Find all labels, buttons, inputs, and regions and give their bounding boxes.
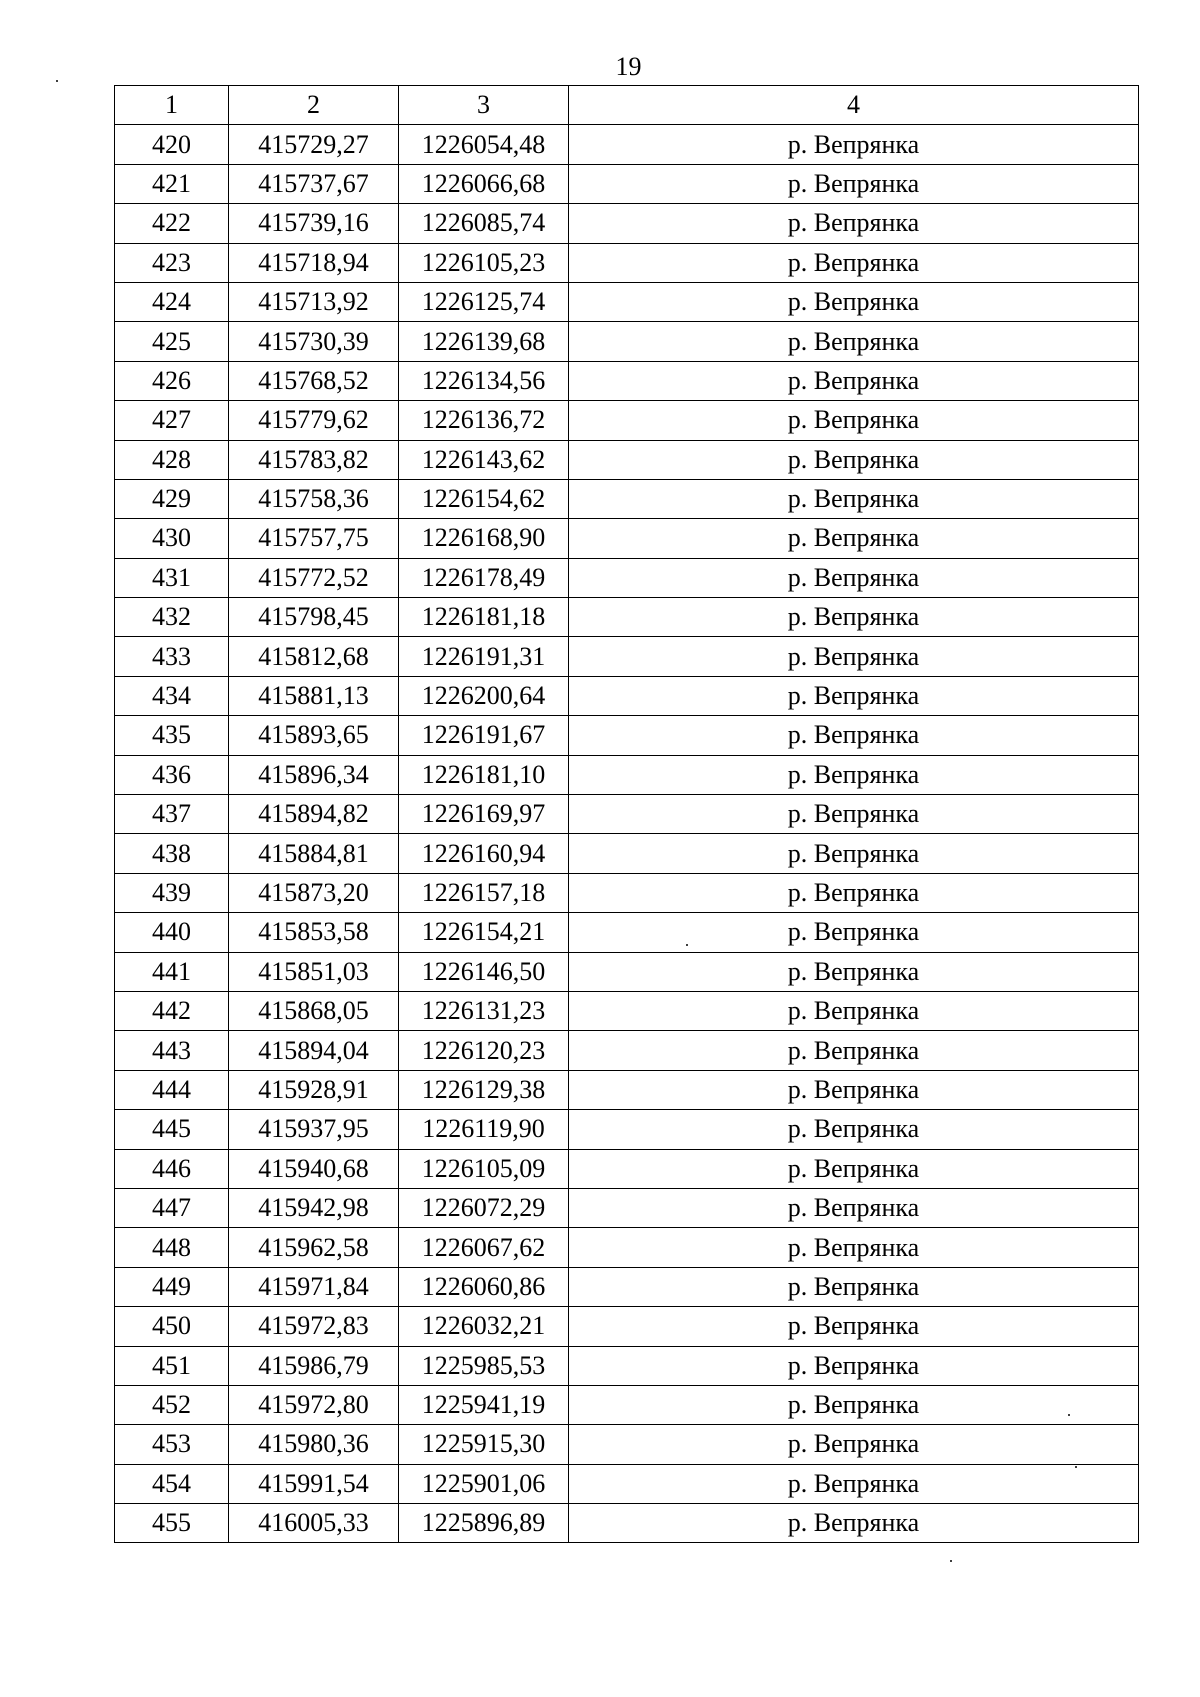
cell-y: 1226060,86 bbox=[399, 1267, 569, 1306]
cell-description: р. Вепрянка bbox=[569, 361, 1139, 400]
cell-x: 415739,16 bbox=[229, 204, 399, 243]
cell-point-number: 425 bbox=[115, 322, 229, 361]
cell-x: 415928,91 bbox=[229, 1070, 399, 1109]
cell-y: 1226181,18 bbox=[399, 598, 569, 637]
cell-y: 1226120,23 bbox=[399, 1031, 569, 1070]
cell-x: 415757,75 bbox=[229, 519, 399, 558]
cell-x: 415718,94 bbox=[229, 243, 399, 282]
cell-y: 1226134,56 bbox=[399, 361, 569, 400]
cell-description: р. Вепрянка bbox=[569, 716, 1139, 755]
table-row bbox=[115, 519, 1139, 558]
table-row bbox=[115, 361, 1139, 400]
cell-point-number: 448 bbox=[115, 1228, 229, 1267]
cell-y: 1225896,89 bbox=[399, 1504, 569, 1543]
table-header bbox=[115, 86, 1139, 125]
cell-point-number: 440 bbox=[115, 913, 229, 952]
cell-description: р. Вепрянка bbox=[569, 164, 1139, 203]
cell-point-number: 428 bbox=[115, 440, 229, 479]
cell-x: 415768,52 bbox=[229, 361, 399, 400]
cell-y: 1226072,29 bbox=[399, 1188, 569, 1227]
cell-y: 1226146,50 bbox=[399, 952, 569, 991]
table-row bbox=[115, 204, 1139, 243]
cell-point-number: 445 bbox=[115, 1110, 229, 1149]
cell-x: 416005,33 bbox=[229, 1504, 399, 1543]
cell-point-number: 426 bbox=[115, 361, 229, 400]
cell-description: р. Вепрянка bbox=[569, 1188, 1139, 1227]
cell-description: р. Вепрянка bbox=[569, 204, 1139, 243]
cell-description: р. Вепрянка bbox=[569, 755, 1139, 794]
cell-description: р. Вепрянка bbox=[569, 1031, 1139, 1070]
header-cell-description: 4 bbox=[569, 86, 1139, 125]
cell-x: 415730,39 bbox=[229, 322, 399, 361]
cell-x: 415779,62 bbox=[229, 401, 399, 440]
cell-y: 1226105,23 bbox=[399, 243, 569, 282]
cell-y: 1226160,94 bbox=[399, 834, 569, 873]
scan-speck bbox=[56, 80, 58, 82]
coordinates-table bbox=[114, 85, 1139, 1543]
cell-y: 1226154,21 bbox=[399, 913, 569, 952]
cell-x: 415729,27 bbox=[229, 125, 399, 164]
header-row bbox=[115, 86, 1139, 125]
cell-x: 415873,20 bbox=[229, 873, 399, 912]
cell-x: 415798,45 bbox=[229, 598, 399, 637]
table-row bbox=[115, 1307, 1139, 1346]
table-row bbox=[115, 1346, 1139, 1385]
table-row bbox=[115, 991, 1139, 1030]
table-row bbox=[115, 1504, 1139, 1543]
cell-description: р. Вепрянка bbox=[569, 598, 1139, 637]
table-row bbox=[115, 716, 1139, 755]
cell-x: 415881,13 bbox=[229, 676, 399, 715]
cell-point-number: 449 bbox=[115, 1267, 229, 1306]
cell-point-number: 443 bbox=[115, 1031, 229, 1070]
cell-point-number: 455 bbox=[115, 1504, 229, 1543]
cell-y: 1225901,06 bbox=[399, 1464, 569, 1503]
cell-point-number: 452 bbox=[115, 1385, 229, 1424]
table-row bbox=[115, 558, 1139, 597]
cell-point-number: 434 bbox=[115, 676, 229, 715]
cell-description: р. Вепрянка bbox=[569, 873, 1139, 912]
cell-y: 1226085,74 bbox=[399, 204, 569, 243]
cell-x: 415737,67 bbox=[229, 164, 399, 203]
table-row bbox=[115, 1385, 1139, 1424]
cell-point-number: 435 bbox=[115, 716, 229, 755]
cell-description: р. Вепрянка bbox=[569, 1307, 1139, 1346]
cell-y: 1225941,19 bbox=[399, 1385, 569, 1424]
cell-y: 1226119,90 bbox=[399, 1110, 569, 1149]
cell-y: 1225915,30 bbox=[399, 1425, 569, 1464]
cell-point-number: 451 bbox=[115, 1346, 229, 1385]
cell-description: р. Вепрянка bbox=[569, 1504, 1139, 1543]
cell-y: 1226066,68 bbox=[399, 164, 569, 203]
table-row bbox=[115, 1110, 1139, 1149]
table-row bbox=[115, 1267, 1139, 1306]
cell-y: 1226154,62 bbox=[399, 479, 569, 518]
table-row bbox=[115, 676, 1139, 715]
cell-description: р. Вепрянка bbox=[569, 401, 1139, 440]
cell-x: 415851,03 bbox=[229, 952, 399, 991]
cell-point-number: 436 bbox=[115, 755, 229, 794]
header-cell-y: 3 bbox=[399, 86, 569, 125]
cell-point-number: 427 bbox=[115, 401, 229, 440]
cell-x: 415893,65 bbox=[229, 716, 399, 755]
cell-y: 1226191,67 bbox=[399, 716, 569, 755]
table-row bbox=[115, 164, 1139, 203]
cell-y: 1226136,72 bbox=[399, 401, 569, 440]
cell-description: р. Вепрянка bbox=[569, 519, 1139, 558]
table-row bbox=[115, 1031, 1139, 1070]
cell-point-number: 421 bbox=[115, 164, 229, 203]
cell-point-number: 422 bbox=[115, 204, 229, 243]
table-row bbox=[115, 479, 1139, 518]
cell-x: 415971,84 bbox=[229, 1267, 399, 1306]
cell-description: р. Вепрянка bbox=[569, 1110, 1139, 1149]
cell-point-number: 437 bbox=[115, 795, 229, 834]
cell-description: р. Вепрянка bbox=[569, 125, 1139, 164]
scan-speck bbox=[950, 1560, 952, 1562]
cell-y: 1226169,97 bbox=[399, 795, 569, 834]
table-row bbox=[115, 795, 1139, 834]
cell-y: 1226129,38 bbox=[399, 1070, 569, 1109]
cell-y: 1225985,53 bbox=[399, 1346, 569, 1385]
scan-speck bbox=[1068, 1414, 1070, 1416]
cell-description: р. Вепрянка bbox=[569, 440, 1139, 479]
cell-x: 415962,58 bbox=[229, 1228, 399, 1267]
cell-y: 1226143,62 bbox=[399, 440, 569, 479]
cell-description: р. Вепрянка bbox=[569, 1464, 1139, 1503]
cell-point-number: 446 bbox=[115, 1149, 229, 1188]
cell-x: 415986,79 bbox=[229, 1346, 399, 1385]
cell-point-number: 438 bbox=[115, 834, 229, 873]
table-row bbox=[115, 1149, 1139, 1188]
cell-y: 1226178,49 bbox=[399, 558, 569, 597]
table-row bbox=[115, 637, 1139, 676]
table-row bbox=[115, 322, 1139, 361]
cell-point-number: 454 bbox=[115, 1464, 229, 1503]
cell-point-number: 439 bbox=[115, 873, 229, 912]
table-row bbox=[115, 952, 1139, 991]
cell-x: 415972,80 bbox=[229, 1385, 399, 1424]
cell-description: р. Вепрянка bbox=[569, 991, 1139, 1030]
cell-x: 415853,58 bbox=[229, 913, 399, 952]
cell-point-number: 444 bbox=[115, 1070, 229, 1109]
table-body bbox=[115, 125, 1139, 1543]
cell-y: 1226200,64 bbox=[399, 676, 569, 715]
table-row bbox=[115, 913, 1139, 952]
cell-description: р. Вепрянка bbox=[569, 1267, 1139, 1306]
cell-y: 1226054,48 bbox=[399, 125, 569, 164]
table-row bbox=[115, 1228, 1139, 1267]
cell-point-number: 431 bbox=[115, 558, 229, 597]
cell-point-number: 447 bbox=[115, 1188, 229, 1227]
cell-point-number: 423 bbox=[115, 243, 229, 282]
table-row bbox=[115, 1188, 1139, 1227]
cell-y: 1226032,21 bbox=[399, 1307, 569, 1346]
cell-description: р. Вепрянка bbox=[569, 243, 1139, 282]
table-row bbox=[115, 1425, 1139, 1464]
cell-description: р. Вепрянка bbox=[569, 676, 1139, 715]
table-row bbox=[115, 243, 1139, 282]
cell-y: 1226067,62 bbox=[399, 1228, 569, 1267]
cell-x: 415894,82 bbox=[229, 795, 399, 834]
cell-description: р. Вепрянка bbox=[569, 834, 1139, 873]
scan-speck bbox=[1075, 1466, 1077, 1468]
cell-x: 415942,98 bbox=[229, 1188, 399, 1227]
cell-y: 1226168,90 bbox=[399, 519, 569, 558]
cell-y: 1226105,09 bbox=[399, 1149, 569, 1188]
cell-x: 415894,04 bbox=[229, 1031, 399, 1070]
cell-description: р. Вепрянка bbox=[569, 1149, 1139, 1188]
table-row bbox=[115, 125, 1139, 164]
cell-x: 415713,92 bbox=[229, 282, 399, 321]
cell-y: 1226157,18 bbox=[399, 873, 569, 912]
cell-point-number: 433 bbox=[115, 637, 229, 676]
cell-x: 415783,82 bbox=[229, 440, 399, 479]
cell-point-number: 429 bbox=[115, 479, 229, 518]
table-row bbox=[115, 282, 1139, 321]
cell-x: 415868,05 bbox=[229, 991, 399, 1030]
cell-description: р. Вепрянка bbox=[569, 913, 1139, 952]
cell-description: р. Вепрянка bbox=[569, 1228, 1139, 1267]
cell-description: р. Вепрянка bbox=[569, 637, 1139, 676]
cell-description: р. Вепрянка bbox=[569, 795, 1139, 834]
cell-y: 1226181,10 bbox=[399, 755, 569, 794]
cell-y: 1226191,31 bbox=[399, 637, 569, 676]
scan-speck bbox=[686, 944, 688, 946]
header-cell-point-number: 1 bbox=[115, 86, 229, 125]
cell-description: р. Вепрянка bbox=[569, 952, 1139, 991]
cell-description: р. Вепрянка bbox=[569, 1385, 1139, 1424]
cell-description: р. Вепрянка bbox=[569, 282, 1139, 321]
cell-description: р. Вепрянка bbox=[569, 1425, 1139, 1464]
table-row bbox=[115, 834, 1139, 873]
cell-x: 415896,34 bbox=[229, 755, 399, 794]
cell-x: 415812,68 bbox=[229, 637, 399, 676]
cell-point-number: 442 bbox=[115, 991, 229, 1030]
table-row bbox=[115, 598, 1139, 637]
cell-x: 415980,36 bbox=[229, 1425, 399, 1464]
table-row bbox=[115, 401, 1139, 440]
cell-x: 415972,83 bbox=[229, 1307, 399, 1346]
cell-point-number: 450 bbox=[115, 1307, 229, 1346]
header-cell-x: 2 bbox=[229, 86, 399, 125]
page-number: 19 bbox=[615, 52, 642, 81]
cell-x: 415940,68 bbox=[229, 1149, 399, 1188]
cell-y: 1226125,74 bbox=[399, 282, 569, 321]
cell-y: 1226131,23 bbox=[399, 991, 569, 1030]
cell-description: р. Вепрянка bbox=[569, 479, 1139, 518]
cell-y: 1226139,68 bbox=[399, 322, 569, 361]
cell-description: р. Вепрянка bbox=[569, 558, 1139, 597]
cell-description: р. Вепрянка bbox=[569, 1346, 1139, 1385]
table-row bbox=[115, 1070, 1139, 1109]
cell-point-number: 420 bbox=[115, 125, 229, 164]
table-row bbox=[115, 755, 1139, 794]
cell-x: 415937,95 bbox=[229, 1110, 399, 1149]
cell-description: р. Вепрянка bbox=[569, 322, 1139, 361]
cell-x: 415884,81 bbox=[229, 834, 399, 873]
cell-point-number: 430 bbox=[115, 519, 229, 558]
cell-point-number: 424 bbox=[115, 282, 229, 321]
cell-x: 415991,54 bbox=[229, 1464, 399, 1503]
table-row bbox=[115, 440, 1139, 479]
cell-point-number: 441 bbox=[115, 952, 229, 991]
cell-x: 415772,52 bbox=[229, 558, 399, 597]
cell-description: р. Вепрянка bbox=[569, 1070, 1139, 1109]
table-row bbox=[115, 873, 1139, 912]
cell-point-number: 432 bbox=[115, 598, 229, 637]
cell-point-number: 453 bbox=[115, 1425, 229, 1464]
table-row bbox=[115, 1464, 1139, 1503]
cell-x: 415758,36 bbox=[229, 479, 399, 518]
